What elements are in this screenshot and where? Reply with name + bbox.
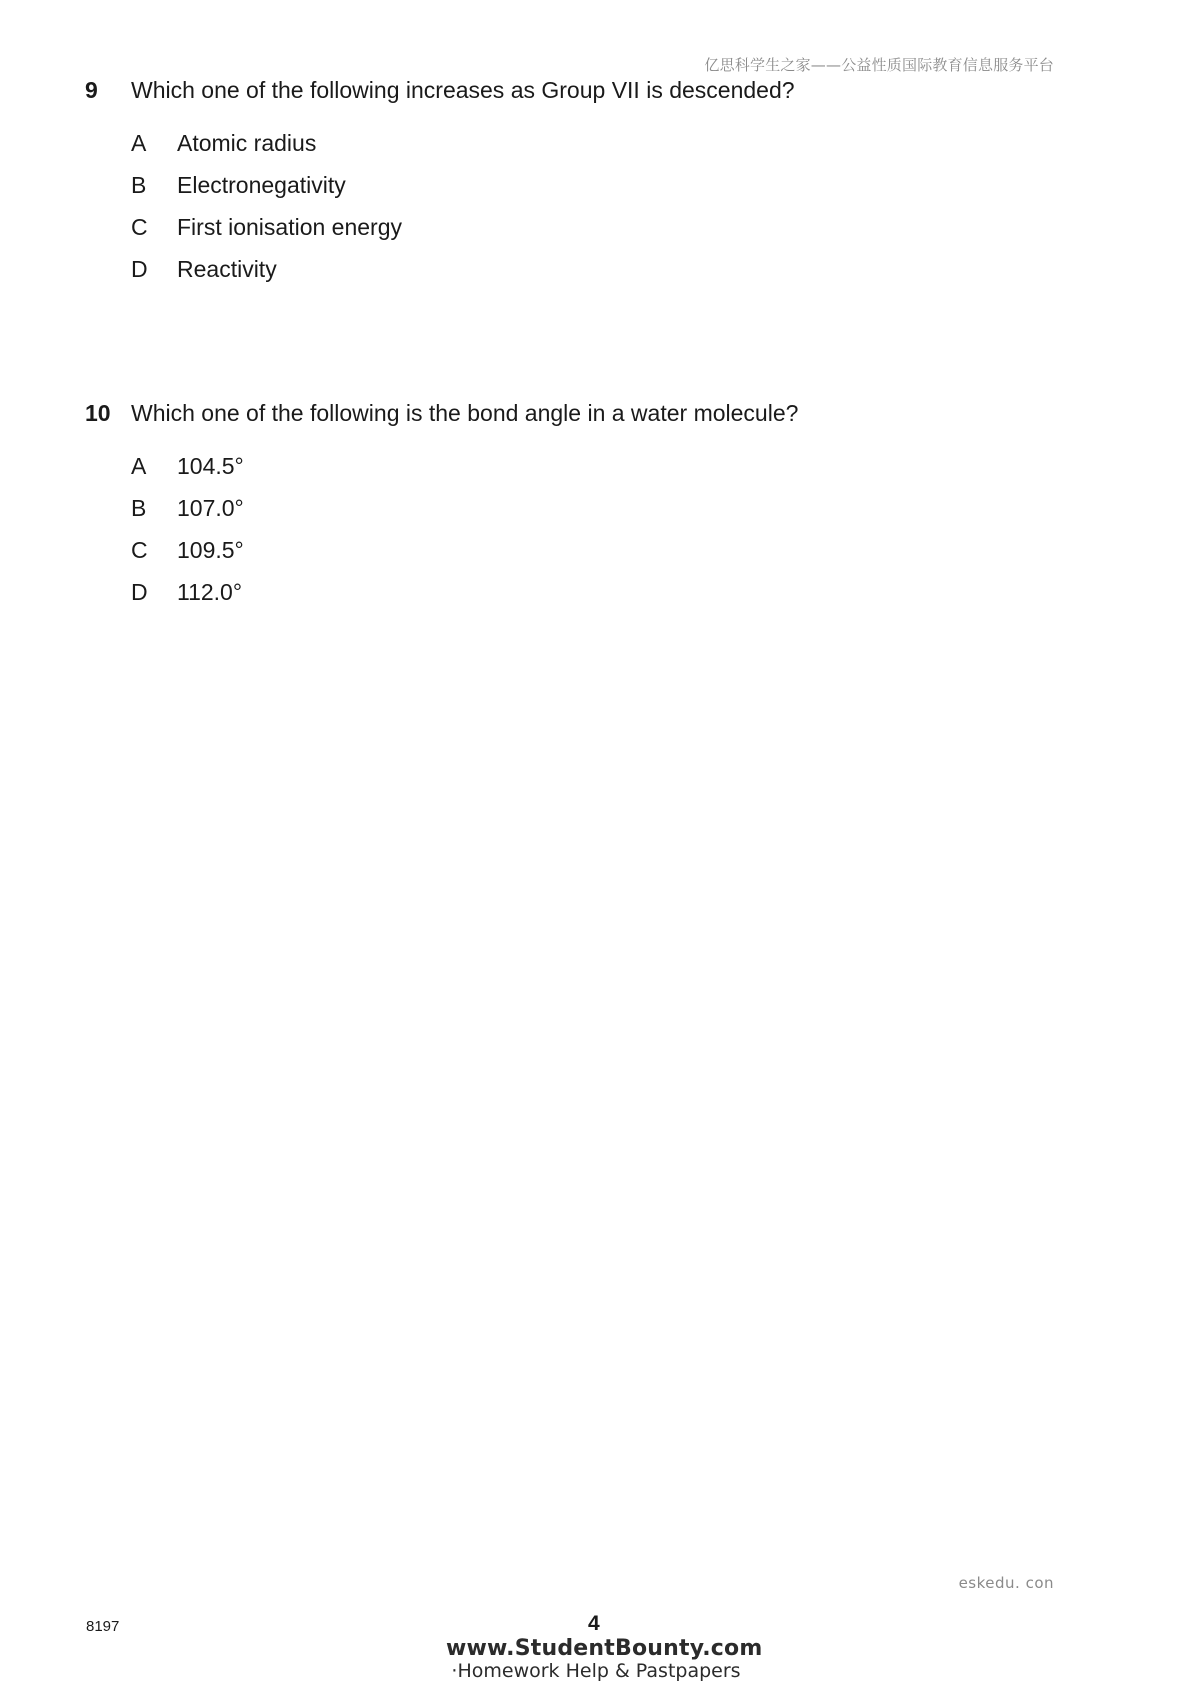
- question-number: 10: [85, 400, 111, 426]
- header-note: 亿思科学生之家——公益性质国际教育信息服务平台: [704, 56, 1054, 74]
- question-10: [85, 399, 1085, 620]
- option-b: [131, 494, 1085, 536]
- question-text: Which one of the following is the bond angle in a water molecule?: [131, 400, 799, 426]
- option-text: Electronegativity: [177, 172, 346, 198]
- option-d: [131, 578, 1085, 620]
- page-number: 4: [588, 1612, 600, 1635]
- option-text: First ionisation energy: [177, 214, 402, 240]
- option-a: [131, 129, 1085, 171]
- footer-site: eskedu. con: [958, 1574, 1054, 1592]
- option-letter: C: [131, 214, 148, 240]
- question-stem: [85, 399, 1085, 427]
- option-text: 112.0°: [177, 579, 243, 605]
- option-b: [131, 171, 1085, 213]
- option-a: [131, 452, 1085, 494]
- option-text: Atomic radius: [177, 130, 317, 156]
- option-letter: A: [131, 453, 147, 479]
- question-text: Which one of the following increases as Group VII is descended?: [131, 77, 795, 103]
- option-letter: B: [131, 172, 147, 198]
- option-letter: B: [131, 495, 147, 521]
- question-number: 9: [85, 77, 98, 103]
- paper-code: 8197: [86, 1618, 120, 1635]
- option-text: 104.5°: [177, 453, 244, 479]
- option-letter: D: [131, 256, 148, 282]
- option-text: 109.5°: [177, 537, 244, 563]
- watermark: [446, 1636, 763, 1682]
- option-letter: A: [131, 130, 147, 156]
- option-c: [131, 536, 1085, 578]
- watermark-url: www.StudentBounty.com: [446, 1636, 763, 1661]
- question-9: [85, 76, 1085, 297]
- option-c: [131, 213, 1085, 255]
- option-text: Reactivity: [177, 256, 277, 282]
- question-stem: [85, 76, 1085, 104]
- option-letter: D: [131, 579, 148, 605]
- watermark-tagline: ·Homework Help & Pastpapers: [451, 1660, 741, 1682]
- option-letter: C: [131, 537, 148, 563]
- option-text: 107.0°: [177, 495, 244, 521]
- option-list: [131, 452, 1085, 620]
- option-d: [131, 255, 1085, 297]
- option-list: [131, 129, 1085, 297]
